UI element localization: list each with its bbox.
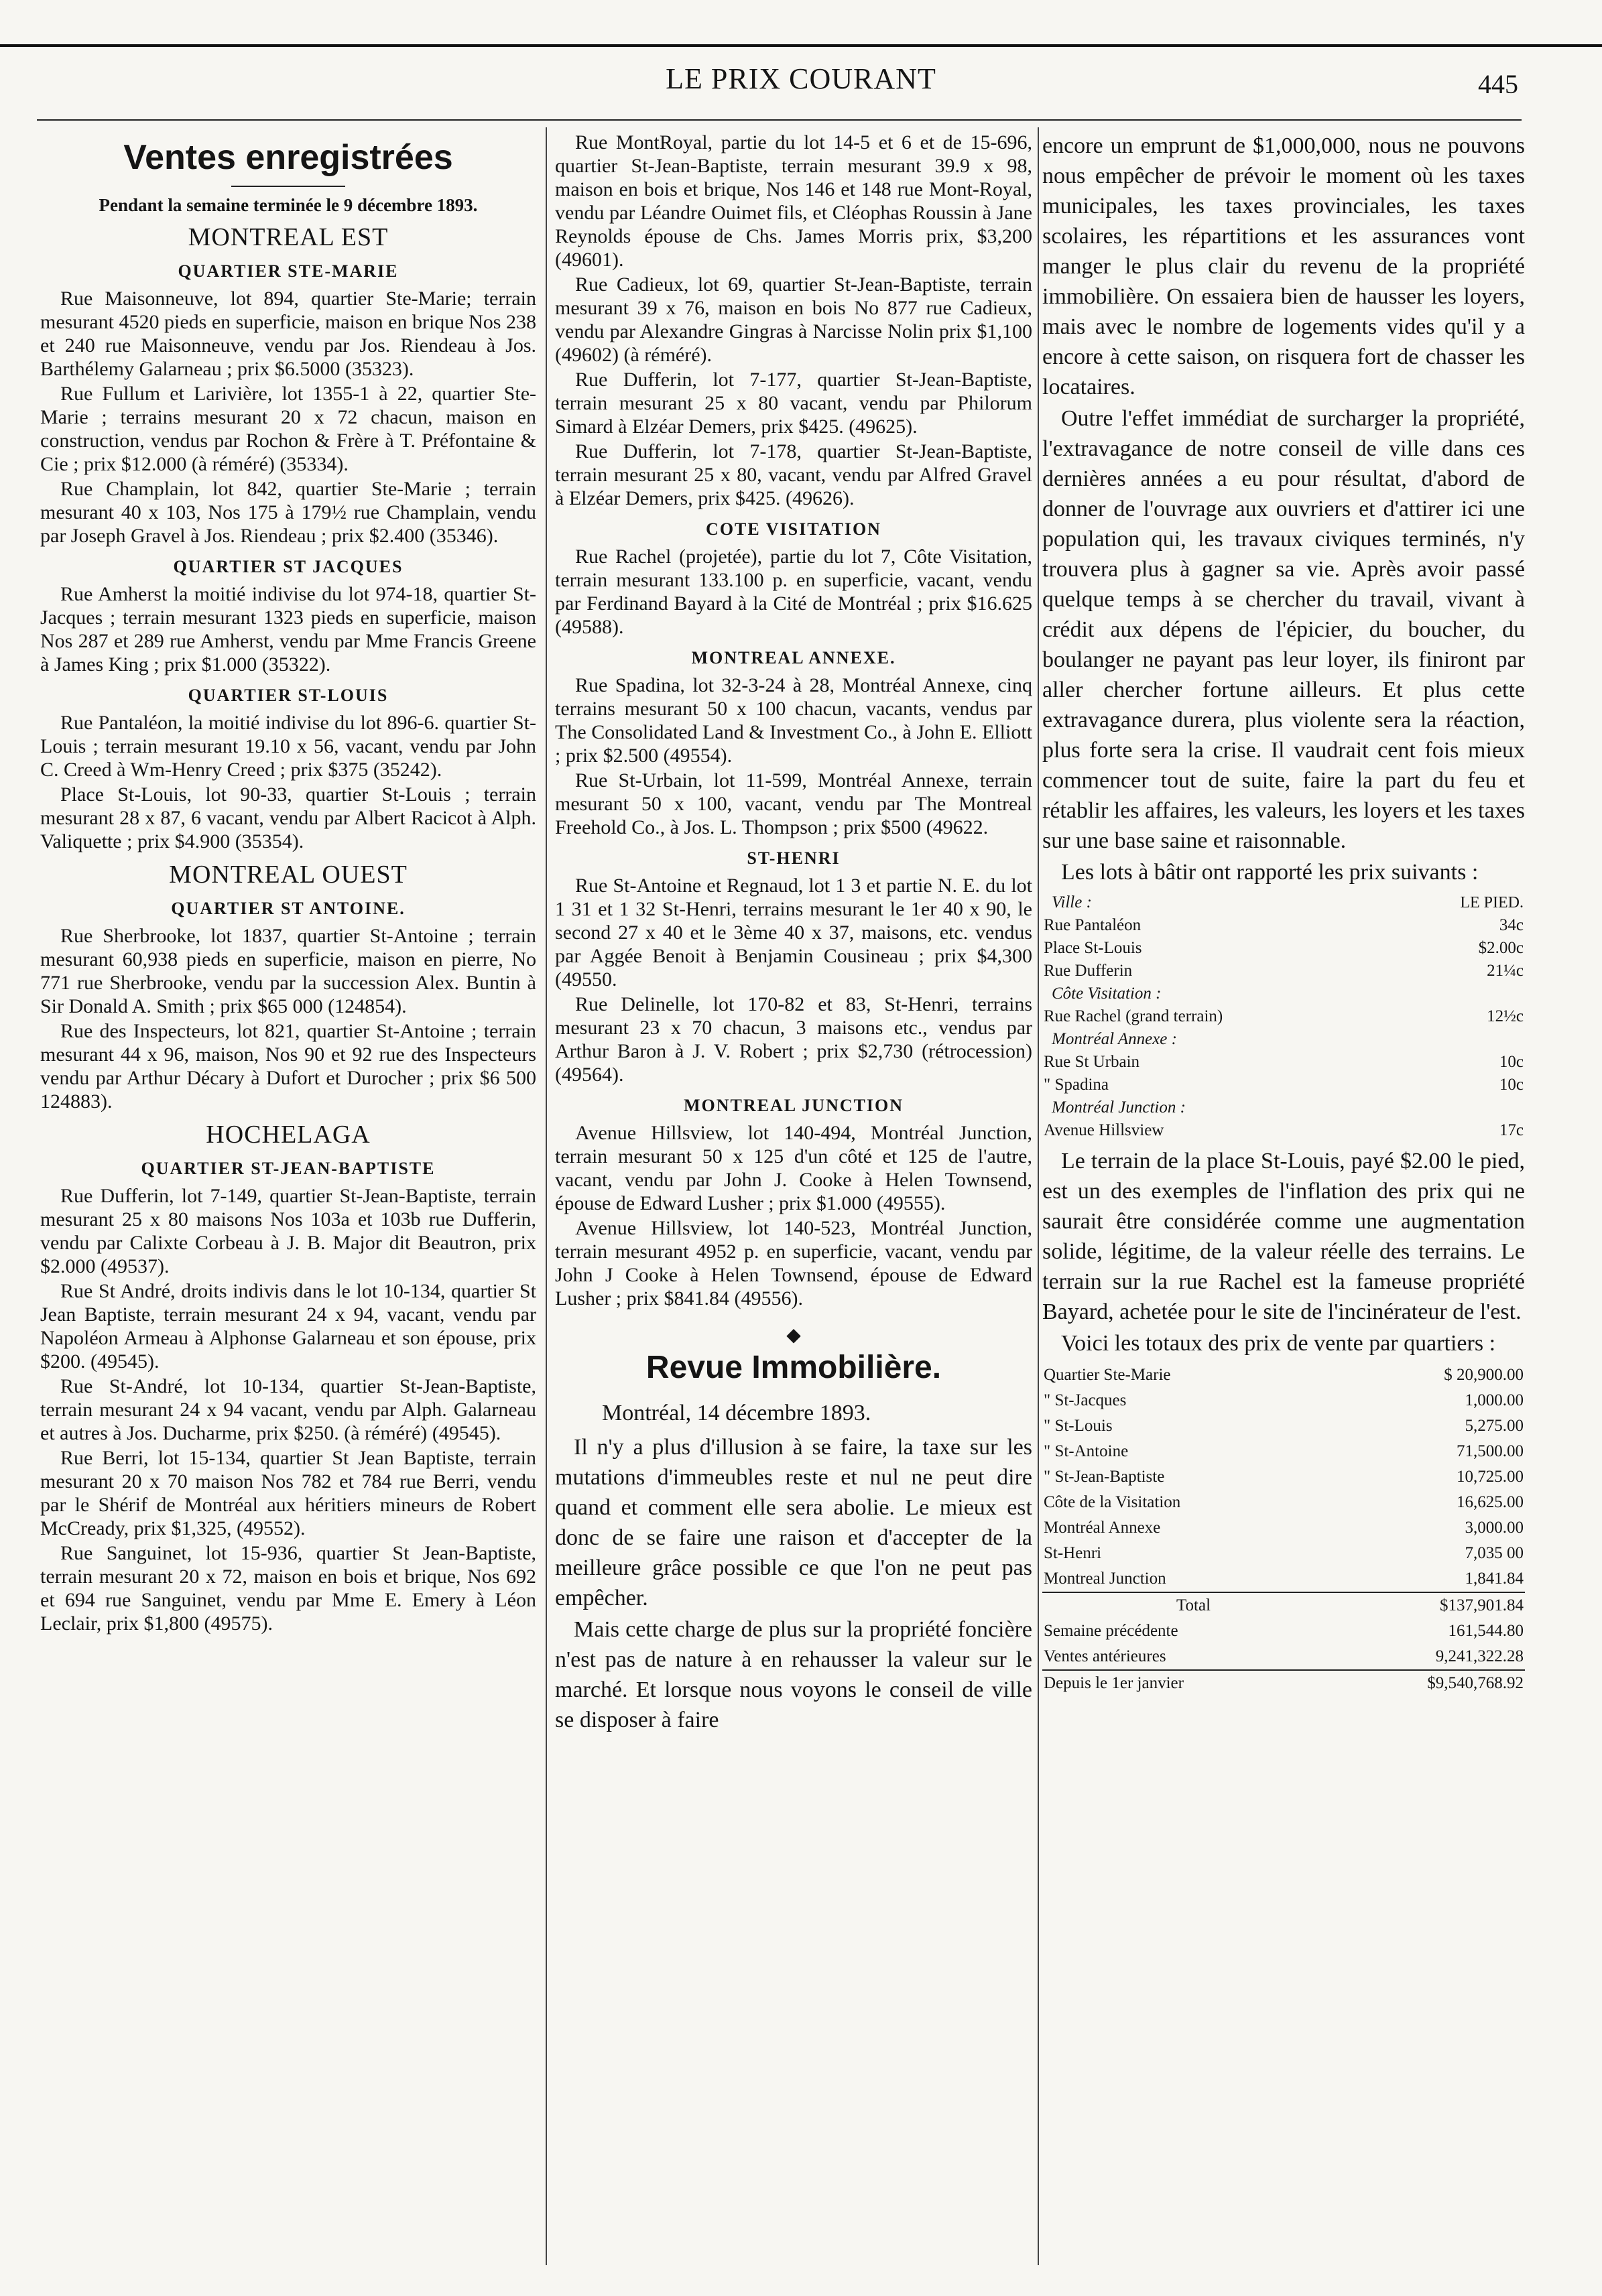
week-subtitle: Pendant la semaine terminée le 9 décembre 1893. — [99, 195, 478, 215]
article-paragraph: Voici les totaux des prix de vente par quartiers : — [1061, 1331, 1496, 1356]
quarter-st-jean-baptiste: QUARTIER ST-JEAN-BAPTISTE — [141, 1159, 436, 1178]
sale-entry: Rue Pantaléon, la moitié indivise du lot 896-6. quartier St-Louis ; terrain mesurant 19.10 x 56, vacant, vendu par John C. Creed à Wm-Henry Creed ; prix $375 (35242). — [40, 712, 536, 781]
sale-entry: Rue Dufferin, lot 7-149, quartier St-Jean-Baptiste, terrain mesurant 25 x 80 maisons Nos 103a et 103b rue Dufferin, vendu par Calixte Corbeau à J. B. Major dit Beautron, prix $2.000 (49537). — [40, 1185, 536, 1277]
table-row — [1042, 914, 1525, 937]
quarter-cell: Côte de la Visitation — [1044, 1493, 1181, 1511]
unit-header: LE PIED. — [1460, 894, 1524, 911]
sale-entry: Rue Maisonneuve, lot 894, quartier Ste-Marie; terrain mesurant 4520 pieds en superficie, maison en brique Nos 238 et 240 rue Maisonneuve, vendu par Jos. Riendeau à Jos. Barthélemy Galarneau ; prix $6.5000 (35323). — [40, 288, 536, 380]
price-cell: 12½c — [1487, 1007, 1524, 1025]
column-3 — [1042, 131, 1525, 1700]
group-label-ville: Ville : — [1052, 893, 1092, 911]
sale-entry: Rue St-Antoine et Regnaud, lot 1 3 et partie N. E. du lot 1 31 et 1 32 St-Henri, terrains mesurant le 1er 40 x 90, le second 27 x 40 et le 3ème 40 x 37, maisons, etc. vendus par Aggée Benoit à Benjamin Cousineau ; prix $4,300 (49550. — [555, 875, 1032, 991]
group-label-cote: Côte Visitation : — [1052, 984, 1162, 1003]
table-row — [1042, 960, 1525, 982]
sale-entry: Rue Champlain, lot 842, quartier Ste-Marie ; terrain mesurant 40 x 103, Nos 175 à 179½ rue Champlain, vendu par Joseph Gravel à Jos. Riendeau ; prix $2.400 (35346). — [40, 478, 536, 547]
sale-entry: Rue Sherbrooke, lot 1837, quartier St-Antoine ; terrain mesurant 60,938 pieds en superficie, maison en pierre, No 771 rue Sherbrooke, vendu par la succession Alex. Buntin à Sir Donald A. Smith ; prix $65 000 (124854). — [40, 925, 536, 1017]
quarter-montreal-junction: MONTREAL JUNCTION — [684, 1096, 904, 1115]
table-row — [1042, 1005, 1525, 1028]
sale-entry: Rue Sanguinet, lot 15-936, quartier St Jean-Baptiste, terrain mesurant 20 x 72, maison en bois et brique, Nos 692 et 694 rue Sanguinet, vendu par Mme E. Emery à Léon Leclair, prix $1,800 (49575). — [40, 1542, 536, 1635]
top-rule — [0, 44, 1602, 47]
value-cell: 7,035 00 — [1465, 1544, 1524, 1562]
quarter-st-antoine: QUARTIER ST ANTOINE. — [171, 899, 406, 918]
header-rule — [37, 119, 1522, 121]
region-montreal-est: MONTREAL EST — [188, 223, 389, 251]
totals-table — [1042, 1362, 1525, 1696]
table-row — [1042, 1051, 1525, 1074]
article-paragraph: Le terrain de la place St-Louis, payé $2.00 le pied, est un des exemples de l'inflation des prix qui ne saurait être considérée comme une augmentation solide, légitime, de la valeur réelle des terrains. Le terrain sur la rue Rachel est la fameuse propriété Bayard, achetée pour le site de l'incinérateur de l'est. — [1042, 1149, 1525, 1324]
value-cell: 5,275.00 — [1465, 1417, 1524, 1435]
section-title-revue: Revue Immobilière. — [645, 1350, 942, 1385]
table-row — [1042, 1541, 1525, 1566]
table-row — [1042, 1362, 1525, 1388]
dateline: Montréal, 14 décembre 1893. — [602, 1401, 871, 1425]
article-paragraph: Mais cette charge de plus sur la propriété foncière n'est pas de nature à en rehausser la valeur sur le marché. Et lorsque nous voyons le conseil de ville se disposer à faire — [555, 1617, 1032, 1732]
price-cell: $2.00c — [1478, 939, 1524, 957]
place-cell: Place St-Louis — [1044, 939, 1142, 957]
price-cell: 17c — [1499, 1121, 1524, 1139]
table-row — [1042, 1592, 1525, 1618]
column-rule-1 — [546, 127, 547, 2265]
table-row — [1042, 1670, 1525, 1696]
sale-entry: Place St-Louis, lot 90-33, quartier St-Louis ; terrain mesurant 28 x 87, 6 vacant, vendu par Albert Racicot à Alph. Valiquette ; prix $4.900 (35354). — [40, 783, 536, 852]
value-cell: $ 20,900.00 — [1444, 1366, 1524, 1384]
running-title: LE PRIX COURANT — [666, 62, 936, 95]
table-row — [1042, 1119, 1525, 1142]
article-paragraph: Outre l'effet immédiat de surcharger la propriété, l'extravagance de notre conseil de ville dans ces dernières années a eu pour résultat, d'abord de donner de l'ouvrage aux ouvriers et d'attirer ici une population qui, les travaux civiques terminés, n'y trouvera plus à gagner sa vie. Après avoir passé quelque temps à se chercher du travail, vivant à crédit aux dépens de l'épicier, du boucher, du boulanger ne payant pas leur loyer, ils finiront par aller chercher fortune ailleurs. Et plus cette extravagance durera, plus violente sera la réaction, plus forte sera la crise. Il vaudrait cent fois mieux commencer tout de suite, faire la part du feu et rétablir les affaires, les valeurs, les loyers et les taxes sur une base saine et raisonnable. — [1042, 406, 1525, 853]
group-label-junction: Montréal Junction : — [1052, 1098, 1186, 1117]
page-number: 445 — [1478, 69, 1518, 99]
table-row — [1042, 1439, 1525, 1464]
table-row — [1042, 1388, 1525, 1413]
group-label-annexe: Montréal Annexe : — [1052, 1030, 1177, 1048]
quarter-cell: Montreal Junction — [1044, 1570, 1166, 1588]
column-2 — [555, 131, 1032, 1736]
column-1 — [40, 131, 536, 1637]
sale-entry: Rue St-Urbain, lot 11-599, Montréal Annexe, terrain mesurant 50 x 100, vacant, vendu par The Montreal Freehold Co., à Jos. L. Thompson ; prix $500 (49622. — [555, 769, 1032, 838]
table-row — [1042, 1566, 1525, 1592]
table-row — [1042, 1096, 1525, 1119]
sale-entry: Rue Delinelle, lot 170-82 et 83, St-Henri, terrains mesurant 23 x 70 chacun, 3 maisons etc., vendus par Arthur Baron à J. V. Robert ; prix $2,730 (rétrocession) (49564). — [555, 993, 1032, 1086]
quarter-st-jacques: QUARTIER ST JACQUES — [173, 557, 404, 576]
quarter-cell: Quartier Ste-Marie — [1044, 1366, 1171, 1384]
since-value: $9,540,768.92 — [1347, 1670, 1525, 1696]
value-cell: 10,725.00 — [1457, 1468, 1524, 1486]
sale-entry: Rue Fullum et Larivière, lot 1355-1 à 22, quartier Ste-Marie ; terrains mesurant 20 x 72 chacun, maison en construction, vendus par Rochon & Frère à T. Préfontaine & Cie ; prix $12.000 (à réméré) (35334). — [40, 383, 536, 475]
table-row — [1042, 1074, 1525, 1096]
sale-entry: Rue Dufferin, lot 7-177, quartier St-Jean-Baptiste, terrain mesurant 25 x 80 vacant, vendu par Philorum Simard à Elzéar Demers, prix $425. (49625). — [555, 369, 1032, 438]
table-row — [1042, 1464, 1525, 1490]
section-title-ventes: Ventes enregistrées — [123, 138, 453, 177]
place-cell: Avenue Hillsview — [1044, 1121, 1164, 1139]
quarter-st-henri: ST-HENRI — [747, 848, 841, 868]
table-row — [1042, 1028, 1525, 1051]
price-cell: 34c — [1499, 916, 1524, 934]
prev-week-value: 161,544.80 — [1448, 1622, 1524, 1640]
sale-entry: Rue Berri, lot 15-134, quartier St Jean Baptiste, terrain mesurant 20 x 70 maison Nos 782 et 784 rue Berri, vendu par le Shérif de Montréal aux héritiers mineurs de Robert McCready, prix $1,325, (49552). — [40, 1447, 536, 1539]
sale-entry: Rue Dufferin, lot 7-178, quartier St-Jean-Baptiste, terrain mesurant 25 x 80, vacant, vendu par Alfred Gravel à Elzéar Demers, prix $425. (49626). — [555, 440, 1032, 509]
sale-entry: Rue Spadina, lot 32-3-24 à 28, Montréal Annexe, cinq terrains mesurant 50 x 100 chacun, vacants, vendus par The Consolidated Land & Investment Co., à John E. Elliott ; prix $2.500 (49554). — [555, 674, 1032, 767]
quarter-ste-marie: QUARTIER STE-MARIE — [178, 261, 399, 281]
quarter-cell: " St-Jacques — [1044, 1391, 1127, 1409]
price-cell: 10c — [1499, 1076, 1524, 1094]
sale-entry: Rue des Inspecteurs, lot 821, quartier St-Antoine ; terrain mesurant 44 x 96, maison, Nos 90 et 92 rue des Inspecteurs vendu par Arthur Décary à Dufort et Durocher ; prix $6 500 124883). — [40, 1020, 536, 1112]
article-paragraph: Les lots à bâtir ont rapporté les prix suivants : — [1061, 860, 1479, 885]
table-row — [1042, 1618, 1525, 1644]
sale-entry: Rue St-André, lot 10-134, quartier St-Jean-Baptiste, terrain mesurant 24 x 94 vacant, vendu par Alph. Galarneau et autres à Jos. Ducharme, prix $250. (à réméré) (49545). — [40, 1375, 536, 1444]
table-row — [1042, 1490, 1525, 1515]
value-cell: 1,000.00 — [1465, 1391, 1524, 1409]
sale-entry: Rue Amherst la moitié indivise du lot 974-18, quartier St-Jacques ; terrain mesurant 1323 pieds en superficie, maison Nos 287 et 289 rue Amherst, vendu par Mme Francis Greene à James King ; prix $1.000 (35322). — [40, 583, 536, 676]
sale-entry: Rue Rachel (projetée), partie du lot 7, Côte Visitation, terrain mesurant 133.100 p. en superficie, vacant, vendu par Ferdinand Bayard à la Cité de Montréal ; prix $16.625 (49588). — [555, 546, 1032, 638]
article-paragraph: Il n'y a plus d'illusion à se faire, la taxe sur les mutations d'immeubles reste et nul ne peut dire quand et comment elle sera abolie. Le mieux est donc de se faire une raison et d'accepter de la meilleure grâce possible ce que l'on ne peut pas empêcher. — [555, 1435, 1032, 1610]
article-paragraph: encore un emprunt de $1,000,000, nous ne pouvons nous empêcher de prévoir le moment où les taxes municipales, les taxes provinciales, les taxes scolaires, les répartitions et les assurances vont manger le plus clair du revenu de la propriété immobilière. On essaiera bien de hausser les loyers, mais avec le nombre de logements vides qu'il y a encore à cette saison, on risquera fort de chasser les locataires. — [1042, 133, 1525, 399]
table-row — [1042, 1515, 1525, 1541]
quarter-cell: " St-Antoine — [1044, 1442, 1129, 1460]
region-montreal-ouest: MONTREAL OUEST — [169, 860, 408, 889]
place-cell: Rue St Urbain — [1044, 1053, 1140, 1071]
quarter-cell: Montréal Annexe — [1044, 1519, 1161, 1537]
table-row — [1042, 1644, 1525, 1670]
table-row — [1042, 1413, 1525, 1439]
table-row — [1042, 982, 1525, 1005]
place-cell: Rue Dufferin — [1044, 962, 1133, 980]
ornament-icon: ◆ — [786, 1325, 801, 1346]
quarter-cell: St-Henri — [1044, 1544, 1102, 1562]
sale-entry: Rue MontRoyal, partie du lot 14-5 et 6 et de 15-696, quartier St-Jean-Baptiste, terrain mesurant 39.9 x 98, maison en bois et brique, Nos 146 et 148 rue Mont-Royal, vendu par Léandre Ouimet fils, et Cléophas Roussin à Jane Reynolds épouse de Chs. James Morris prix, $3,200 (49601). — [555, 131, 1032, 271]
place-cell: Rue Pantaléon — [1044, 916, 1142, 934]
quarter-montreal-annexe: MONTREAL ANNEXE. — [691, 648, 896, 667]
total-label: Total — [1042, 1592, 1347, 1618]
price-cell: 10c — [1499, 1053, 1524, 1071]
column-rule-2 — [1038, 127, 1039, 2265]
table-row — [1042, 891, 1525, 914]
price-per-foot-table — [1042, 891, 1525, 1142]
sale-entry: Avenue Hillsview, lot 140-494, Montréal Junction, terrain mesurant 50 x 125 d'un côté et 125 de l'autre, vacant, vendu par John J. Cooke à Helen Townsend, épouse de Edward Lusher ; prix $1.000 (49555). — [555, 1122, 1032, 1214]
value-cell: 3,000.00 — [1465, 1519, 1524, 1537]
value-cell: 71,500.00 — [1457, 1442, 1524, 1460]
since-label: Depuis le 1er janvier — [1042, 1670, 1347, 1696]
value-cell: 16,625.00 — [1457, 1493, 1524, 1511]
price-cell: 21¼c — [1487, 962, 1524, 980]
prev-weeks-value: 9,241,322.28 — [1435, 1647, 1524, 1665]
region-hochelaga: HOCHELAGA — [206, 1121, 371, 1149]
quarter-cote-visitation: COTE VISITATION — [706, 519, 881, 539]
quarter-cell: " St-Jean-Baptiste — [1044, 1468, 1165, 1486]
title-dash — [231, 186, 345, 187]
prev-week-label: Semaine précédente — [1044, 1622, 1178, 1640]
prev-weeks-label: Ventes antérieures — [1044, 1647, 1166, 1665]
quarter-cell: " St-Louis — [1044, 1417, 1113, 1435]
table-row — [1042, 937, 1525, 960]
quarter-st-louis: QUARTIER ST-LOUIS — [188, 686, 389, 705]
value-cell: 1,841.84 — [1465, 1570, 1524, 1588]
sale-entry: Rue Cadieux, lot 69, quartier St-Jean-Baptiste, terrain mesurant 39 x 76, maison en bois No 877 rue Cadieux, vendu par Alexandre Gingras à Narcisse Nolin prix $1,100 (49602) (à réméré). — [555, 273, 1032, 366]
sale-entry: Avenue Hillsview, lot 140-523, Montréal Junction, terrain mesurant 4952 p. en superficie, vacant, vendu par John J Cooke à Helen Townsend, épouse de Edward Lusher ; prix $841.84 (49556). — [555, 1217, 1032, 1310]
total-value: $137,901.84 — [1347, 1592, 1525, 1618]
place-cell: Rue Rachel (grand terrain) — [1044, 1007, 1223, 1025]
place-cell: " Spadina — [1044, 1076, 1109, 1094]
sale-entry: Rue St André, droits indivis dans le lot 10-134, quartier St Jean Baptiste, terrain mesurant 24 x 94, vacant, vendu par Napoléon Armeau à Alphonse Galarneau et son épouse, prix $200. (49545). — [40, 1280, 536, 1373]
